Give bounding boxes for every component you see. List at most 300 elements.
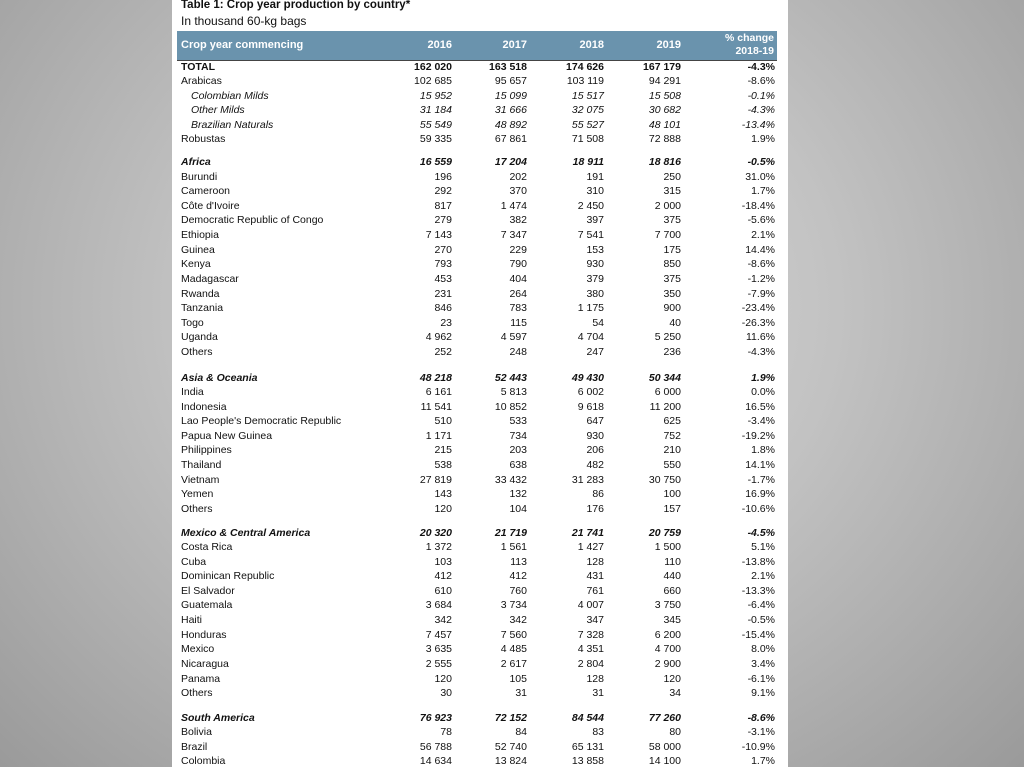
row-label: Costa Rica — [181, 541, 233, 553]
table-title: Table 1: Crop year production by country* — [181, 0, 411, 11]
row-label: Cameroon — [181, 185, 231, 197]
row-value-2019: 7 700 — [654, 229, 681, 241]
row-value-2017: 412 — [509, 570, 527, 582]
row-value-2017: 638 — [509, 459, 527, 471]
row-value-2016: 215 — [434, 444, 452, 456]
row-label: Kenya — [181, 258, 211, 270]
row-label: Mexico & Central America — [181, 527, 311, 539]
row-label: TOTAL — [181, 61, 216, 73]
row-value-2016: 270 — [434, 244, 452, 256]
row-label: Thailand — [181, 459, 222, 471]
table-row — [177, 185, 777, 199]
table-row — [177, 570, 777, 584]
row-label: Others — [181, 503, 213, 515]
table-row-total — [177, 61, 777, 75]
row-pct-change: -4.3% — [747, 61, 775, 73]
row-value-2017: 203 — [509, 444, 527, 456]
row-value-2017: 31 — [515, 687, 527, 699]
row-pct-change: 31.0% — [745, 171, 775, 183]
row-label: South America — [181, 712, 255, 724]
row-value-2019: 30 750 — [648, 474, 681, 486]
table-row — [177, 415, 777, 429]
row-pct-change: 9.1% — [751, 687, 775, 699]
row-value-2019: 20 759 — [648, 527, 681, 539]
row-value-2016: 103 — [434, 556, 452, 568]
table-row — [177, 643, 777, 657]
row-value-2016: 20 320 — [419, 527, 452, 539]
row-value-2019: 660 — [663, 585, 681, 597]
row-value-2016: 11 541 — [420, 401, 452, 413]
row-value-2016: 510 — [434, 415, 452, 427]
row-value-2017: 790 — [509, 258, 527, 270]
table-row — [177, 288, 777, 302]
row-value-2016: 342 — [434, 614, 452, 626]
table-row — [177, 331, 777, 345]
row-label: Haiti — [181, 614, 203, 626]
table-row — [177, 401, 777, 415]
row-value-2018: 103 119 — [566, 75, 604, 87]
row-value-2016: 23 — [440, 317, 452, 329]
row-pct-change: -8.6% — [747, 75, 775, 87]
row-value-2018: 206 — [586, 444, 604, 456]
row-value-2016: 231 — [434, 288, 452, 300]
row-value-2016: 78 — [440, 726, 452, 738]
row-pct-change: -7.9% — [747, 288, 775, 300]
row-value-2018: 83 — [592, 726, 604, 738]
row-pct-change: 14.4% — [745, 244, 775, 256]
row-label: Ethiopia — [181, 229, 219, 241]
row-label: Papua New Guinea — [181, 430, 273, 442]
row-value-2019: 157 — [663, 503, 681, 515]
row-label: Philippines — [181, 444, 232, 456]
row-value-2018: 397 — [586, 214, 604, 226]
table-row-region — [177, 156, 777, 170]
row-label: Democratic Republic of Congo — [181, 214, 324, 226]
row-value-2016: 56 788 — [419, 741, 452, 753]
row-value-2019: 34 — [669, 687, 681, 699]
row-label: Mexico — [181, 643, 215, 655]
row-pct-change: -8.6% — [747, 258, 775, 270]
row-value-2019: 30 682 — [648, 104, 681, 116]
row-value-2018: 380 — [586, 288, 604, 300]
row-value-2017: 7 347 — [500, 229, 527, 241]
row-pct-change: 1.9% — [751, 372, 775, 384]
row-value-2017: 48 892 — [494, 119, 527, 131]
table-row — [177, 488, 777, 502]
row-value-2017: 202 — [509, 171, 527, 183]
row-value-2017: 95 657 — [494, 75, 527, 87]
row-label: Arabicas — [181, 75, 222, 87]
table-subtitle: In thousand 60-kg bags — [181, 14, 307, 28]
row-value-2016: 27 819 — [419, 474, 452, 486]
row-value-2017: 248 — [509, 346, 527, 358]
row-value-2019: 236 — [663, 346, 681, 358]
row-value-2019: 6 200 — [654, 629, 681, 641]
row-value-2019: 2 000 — [654, 200, 681, 212]
row-pct-change: -6.4% — [747, 599, 775, 611]
row-label: Robustas — [181, 133, 226, 145]
row-value-2018: 930 — [586, 258, 604, 270]
table-row — [177, 273, 777, 287]
row-value-2018: 174 626 — [566, 61, 604, 73]
table-row — [177, 171, 777, 185]
row-label: Madagascar — [181, 273, 239, 285]
row-value-2016: 1 171 — [425, 430, 452, 442]
row-pct-change: 8.0% — [751, 643, 775, 655]
row-value-2018: 7 541 — [577, 229, 604, 241]
row-pct-change: -1.2% — [747, 273, 775, 285]
row-value-2018: 31 — [592, 687, 604, 699]
row-pct-change: 1.8% — [751, 444, 775, 456]
row-value-2017: 533 — [509, 415, 527, 427]
row-value-2016: 48 218 — [419, 372, 452, 384]
row-value-2016: 6 161 — [425, 386, 452, 398]
row-label: India — [181, 386, 204, 398]
row-value-2016: 610 — [434, 585, 452, 597]
table-row — [177, 244, 777, 258]
row-value-2016: 162 020 — [414, 61, 452, 73]
row-value-2017: 115 — [510, 317, 527, 329]
row-value-2018: 2 450 — [577, 200, 604, 212]
row-pct-change: 1.7% — [751, 755, 775, 767]
table-row — [177, 200, 777, 214]
table-row — [177, 673, 777, 687]
row-pct-change: 1.9% — [751, 133, 775, 145]
row-value-2019: 94 291 — [648, 75, 681, 87]
row-value-2016: 793 — [434, 258, 452, 270]
row-value-2018: 65 131 — [571, 741, 604, 753]
row-pct-change: 3.4% — [751, 658, 775, 670]
row-value-2019: 345 — [663, 614, 681, 626]
row-value-2018: 1 175 — [577, 302, 604, 314]
row-value-2018: 15 517 — [571, 90, 604, 102]
row-label: Guinea — [181, 244, 215, 256]
row-value-2019: 175 — [663, 244, 681, 256]
table-row-region — [177, 527, 777, 541]
header-pct-line1: % change — [724, 32, 774, 44]
row-label: Africa — [181, 156, 211, 168]
table-row — [177, 503, 777, 517]
row-value-2017: 4 597 — [500, 331, 527, 343]
row-value-2018: 176 — [586, 503, 604, 515]
row-pct-change: -15.4% — [741, 629, 775, 641]
row-value-2019: 18 816 — [648, 156, 681, 168]
row-pct-change: 0.0% — [751, 386, 775, 398]
row-value-2016: 412 — [434, 570, 452, 582]
row-pct-change: 11.6% — [746, 331, 775, 343]
row-value-2018: 31 283 — [571, 474, 604, 486]
row-label: Brazil — [181, 741, 208, 753]
row-value-2017: 1 474 — [500, 200, 527, 212]
row-label: Others — [181, 687, 213, 699]
table-row — [177, 258, 777, 272]
row-value-2017: 31 666 — [494, 104, 527, 116]
row-pct-change: 5.1% — [751, 541, 775, 553]
row-value-2019: 48 101 — [648, 119, 681, 131]
row-value-2016: 3 635 — [425, 643, 452, 655]
row-value-2019: 77 260 — [648, 712, 681, 724]
row-value-2018: 6 002 — [577, 386, 604, 398]
row-pct-change: -5.6% — [747, 214, 775, 226]
row-value-2016: 59 335 — [419, 133, 452, 145]
row-label: Bolivia — [181, 726, 212, 738]
row-value-2017: 229 — [509, 244, 527, 256]
row-label: Others — [181, 346, 213, 358]
row-value-2016: 15 952 — [419, 90, 452, 102]
row-value-2018: 4 007 — [577, 599, 604, 611]
table-row — [177, 317, 777, 331]
row-label: Colombian Milds — [191, 90, 269, 102]
row-value-2017: 132 — [509, 488, 527, 500]
table-row — [177, 444, 777, 458]
row-value-2016: 4 962 — [425, 331, 452, 343]
row-label: Côte d'Ivoire — [181, 200, 240, 212]
header-pct-change — [725, 32, 774, 58]
row-value-2016: 252 — [434, 346, 452, 358]
row-value-2016: 538 — [434, 459, 452, 471]
row-label: Rwanda — [181, 288, 220, 300]
row-value-2019: 210 — [663, 444, 681, 456]
table-row — [177, 741, 777, 755]
row-value-2019: 375 — [663, 273, 681, 285]
row-value-2017: 342 — [509, 614, 527, 626]
row-value-2019: 550 — [663, 459, 681, 471]
row-pct-change: -18.4% — [741, 200, 775, 212]
row-value-2018: 71 508 — [571, 133, 604, 145]
row-value-2018: 191 — [586, 171, 604, 183]
table-row — [177, 474, 777, 488]
row-label: Uganda — [181, 331, 218, 343]
row-label: Panama — [181, 673, 221, 685]
row-value-2017: 7 560 — [500, 629, 527, 641]
row-pct-change: 1.7% — [751, 185, 775, 197]
row-value-2016: 16 559 — [419, 156, 452, 168]
row-label: Honduras — [181, 629, 227, 641]
row-value-2019: 14 100 — [648, 755, 681, 767]
row-pct-change: -26.3% — [741, 317, 775, 329]
row-value-2019: 80 — [669, 726, 681, 738]
row-value-2018: 4 351 — [577, 643, 604, 655]
row-value-2016: 7 143 — [425, 229, 452, 241]
row-label: Brazilian Naturals — [191, 119, 274, 131]
row-label: Nicaragua — [181, 658, 229, 670]
row-value-2019: 4 700 — [654, 643, 681, 655]
table-row-region — [177, 712, 777, 726]
row-label: Asia & Oceania — [181, 372, 258, 384]
row-value-2018: 18 911 — [572, 156, 604, 168]
row-pct-change: -3.4% — [747, 415, 775, 427]
row-pct-change: -6.1% — [747, 673, 775, 685]
document-page — [172, 0, 788, 767]
table-row — [177, 585, 777, 599]
row-value-2017: 5 813 — [500, 386, 527, 398]
row-value-2019: 50 344 — [648, 372, 681, 384]
row-label: Indonesia — [181, 401, 227, 413]
row-value-2019: 2 900 — [654, 658, 681, 670]
row-label: Lao People's Democratic Republic — [181, 415, 342, 427]
row-value-2016: 1 372 — [425, 541, 452, 553]
row-pct-change: 14.1% — [745, 459, 775, 471]
table-row — [177, 687, 777, 701]
row-value-2018: 4 704 — [577, 331, 604, 343]
row-pct-change: -13.3% — [741, 585, 775, 597]
row-value-2017: 67 861 — [494, 133, 527, 145]
row-pct-change: 2.1% — [751, 229, 775, 241]
row-value-2019: 40 — [669, 317, 681, 329]
row-pct-change: -13.8% — [741, 556, 775, 568]
table-row — [177, 629, 777, 643]
header-year-2017: 2017 — [502, 39, 527, 51]
row-value-2019: 58 000 — [648, 741, 681, 753]
row-value-2017: 113 — [510, 556, 527, 568]
table-row — [177, 104, 777, 118]
row-pct-change: 16.5% — [745, 401, 775, 413]
row-value-2017: 104 — [509, 503, 527, 515]
row-value-2018: 9 618 — [577, 401, 604, 413]
row-value-2018: 482 — [586, 459, 604, 471]
row-value-2017: 4 485 — [500, 643, 527, 655]
row-value-2018: 49 430 — [571, 372, 604, 384]
table-row — [177, 214, 777, 228]
row-value-2016: 76 923 — [419, 712, 452, 724]
row-value-2016: 7 457 — [425, 629, 452, 641]
row-value-2019: 72 888 — [648, 133, 681, 145]
row-value-2017: 2 617 — [500, 658, 527, 670]
row-value-2019: 350 — [663, 288, 681, 300]
row-label: El Salvador — [181, 585, 235, 597]
header-year-2016: 2016 — [427, 39, 452, 51]
row-value-2018: 84 544 — [571, 712, 604, 724]
row-label: Other Milds — [191, 104, 245, 116]
row-value-2019: 375 — [663, 214, 681, 226]
table-row — [177, 541, 777, 555]
row-label: Vietnam — [181, 474, 220, 486]
row-value-2017: 370 — [509, 185, 527, 197]
row-value-2018: 310 — [586, 185, 604, 197]
table-row — [177, 556, 777, 570]
row-value-2018: 431 — [586, 570, 604, 582]
row-label: Yemen — [181, 488, 214, 500]
row-value-2018: 86 — [592, 488, 604, 500]
row-value-2018: 379 — [586, 273, 604, 285]
row-value-2017: 3 734 — [500, 599, 527, 611]
row-value-2016: 292 — [434, 185, 452, 197]
row-value-2017: 163 518 — [489, 61, 527, 73]
row-pct-change: -8.6% — [747, 712, 775, 724]
row-label: Cuba — [181, 556, 207, 568]
row-value-2016: 120 — [434, 503, 452, 515]
row-value-2018: 128 — [586, 673, 604, 685]
row-value-2017: 105 — [509, 673, 527, 685]
table-row-region — [177, 372, 777, 386]
row-pct-change: 16.9% — [745, 488, 775, 500]
row-value-2017: 17 204 — [494, 156, 527, 168]
row-value-2016: 30 — [440, 687, 452, 699]
row-value-2016: 55 549 — [419, 119, 452, 131]
row-pct-change: -23.4% — [741, 302, 775, 314]
row-pct-change: -10.6% — [741, 503, 775, 515]
table-row — [177, 346, 777, 360]
table-row — [177, 726, 777, 740]
row-value-2018: 347 — [586, 614, 604, 626]
table-row — [177, 599, 777, 613]
row-pct-change: -4.5% — [747, 527, 775, 539]
row-pct-change: -4.3% — [747, 104, 775, 116]
row-value-2016: 453 — [434, 273, 452, 285]
row-value-2019: 167 179 — [643, 61, 681, 73]
table-row — [177, 459, 777, 473]
row-value-2017: 13 824 — [494, 755, 527, 767]
table-row — [177, 302, 777, 316]
row-label: Guatemala — [181, 599, 233, 611]
table-row — [177, 229, 777, 243]
row-pct-change: -0.5% — [747, 614, 775, 626]
row-label: Colombia — [181, 755, 226, 767]
row-value-2019: 1 500 — [654, 541, 681, 553]
table-row — [177, 75, 777, 89]
row-value-2018: 647 — [586, 415, 604, 427]
row-value-2017: 52 443 — [494, 372, 527, 384]
row-value-2018: 930 — [586, 430, 604, 442]
row-value-2018: 32 075 — [571, 104, 604, 116]
row-value-2019: 250 — [663, 171, 681, 183]
row-value-2016: 279 — [434, 214, 452, 226]
table-row — [177, 658, 777, 672]
row-pct-change: -0.5% — [747, 156, 775, 168]
row-value-2016: 196 — [434, 171, 452, 183]
row-value-2016: 14 634 — [419, 755, 452, 767]
row-value-2018: 21 741 — [571, 527, 604, 539]
row-label: Tanzania — [181, 302, 224, 314]
table-row — [177, 90, 777, 104]
row-pct-change: 2.1% — [751, 570, 775, 582]
row-label: Dominican Republic — [181, 570, 275, 582]
table-header — [177, 31, 777, 60]
header-year-2018: 2018 — [579, 39, 604, 51]
row-value-2016: 102 685 — [414, 75, 452, 87]
row-label: Togo — [181, 317, 204, 329]
row-value-2017: 52 740 — [494, 741, 527, 753]
row-value-2018: 7 328 — [577, 629, 604, 641]
row-value-2017: 21 719 — [494, 527, 527, 539]
row-value-2018: 247 — [586, 346, 604, 358]
header-pct-line2: 2018-19 — [735, 45, 774, 57]
table-row — [177, 430, 777, 444]
row-value-2018: 2 804 — [577, 658, 604, 670]
row-value-2016: 31 184 — [419, 104, 452, 116]
row-value-2016: 2 555 — [425, 658, 452, 670]
row-value-2019: 625 — [663, 415, 681, 427]
row-value-2018: 761 — [586, 585, 604, 597]
row-value-2019: 15 508 — [648, 90, 681, 102]
header-label: Crop year commencing — [181, 39, 304, 51]
row-value-2019: 752 — [663, 430, 681, 442]
row-value-2019: 11 200 — [649, 401, 681, 413]
row-value-2017: 15 099 — [494, 90, 527, 102]
row-value-2019: 120 — [663, 673, 681, 685]
row-value-2018: 55 527 — [571, 119, 604, 131]
row-pct-change: -19.2% — [741, 430, 775, 442]
table-row — [177, 386, 777, 400]
row-value-2017: 783 — [509, 302, 527, 314]
row-value-2017: 10 852 — [494, 401, 527, 413]
row-value-2018: 13 858 — [571, 755, 604, 767]
table-row — [177, 755, 777, 767]
row-value-2019: 440 — [663, 570, 681, 582]
row-value-2018: 1 427 — [577, 541, 604, 553]
row-value-2018: 153 — [586, 244, 604, 256]
row-value-2019: 110 — [664, 556, 681, 568]
